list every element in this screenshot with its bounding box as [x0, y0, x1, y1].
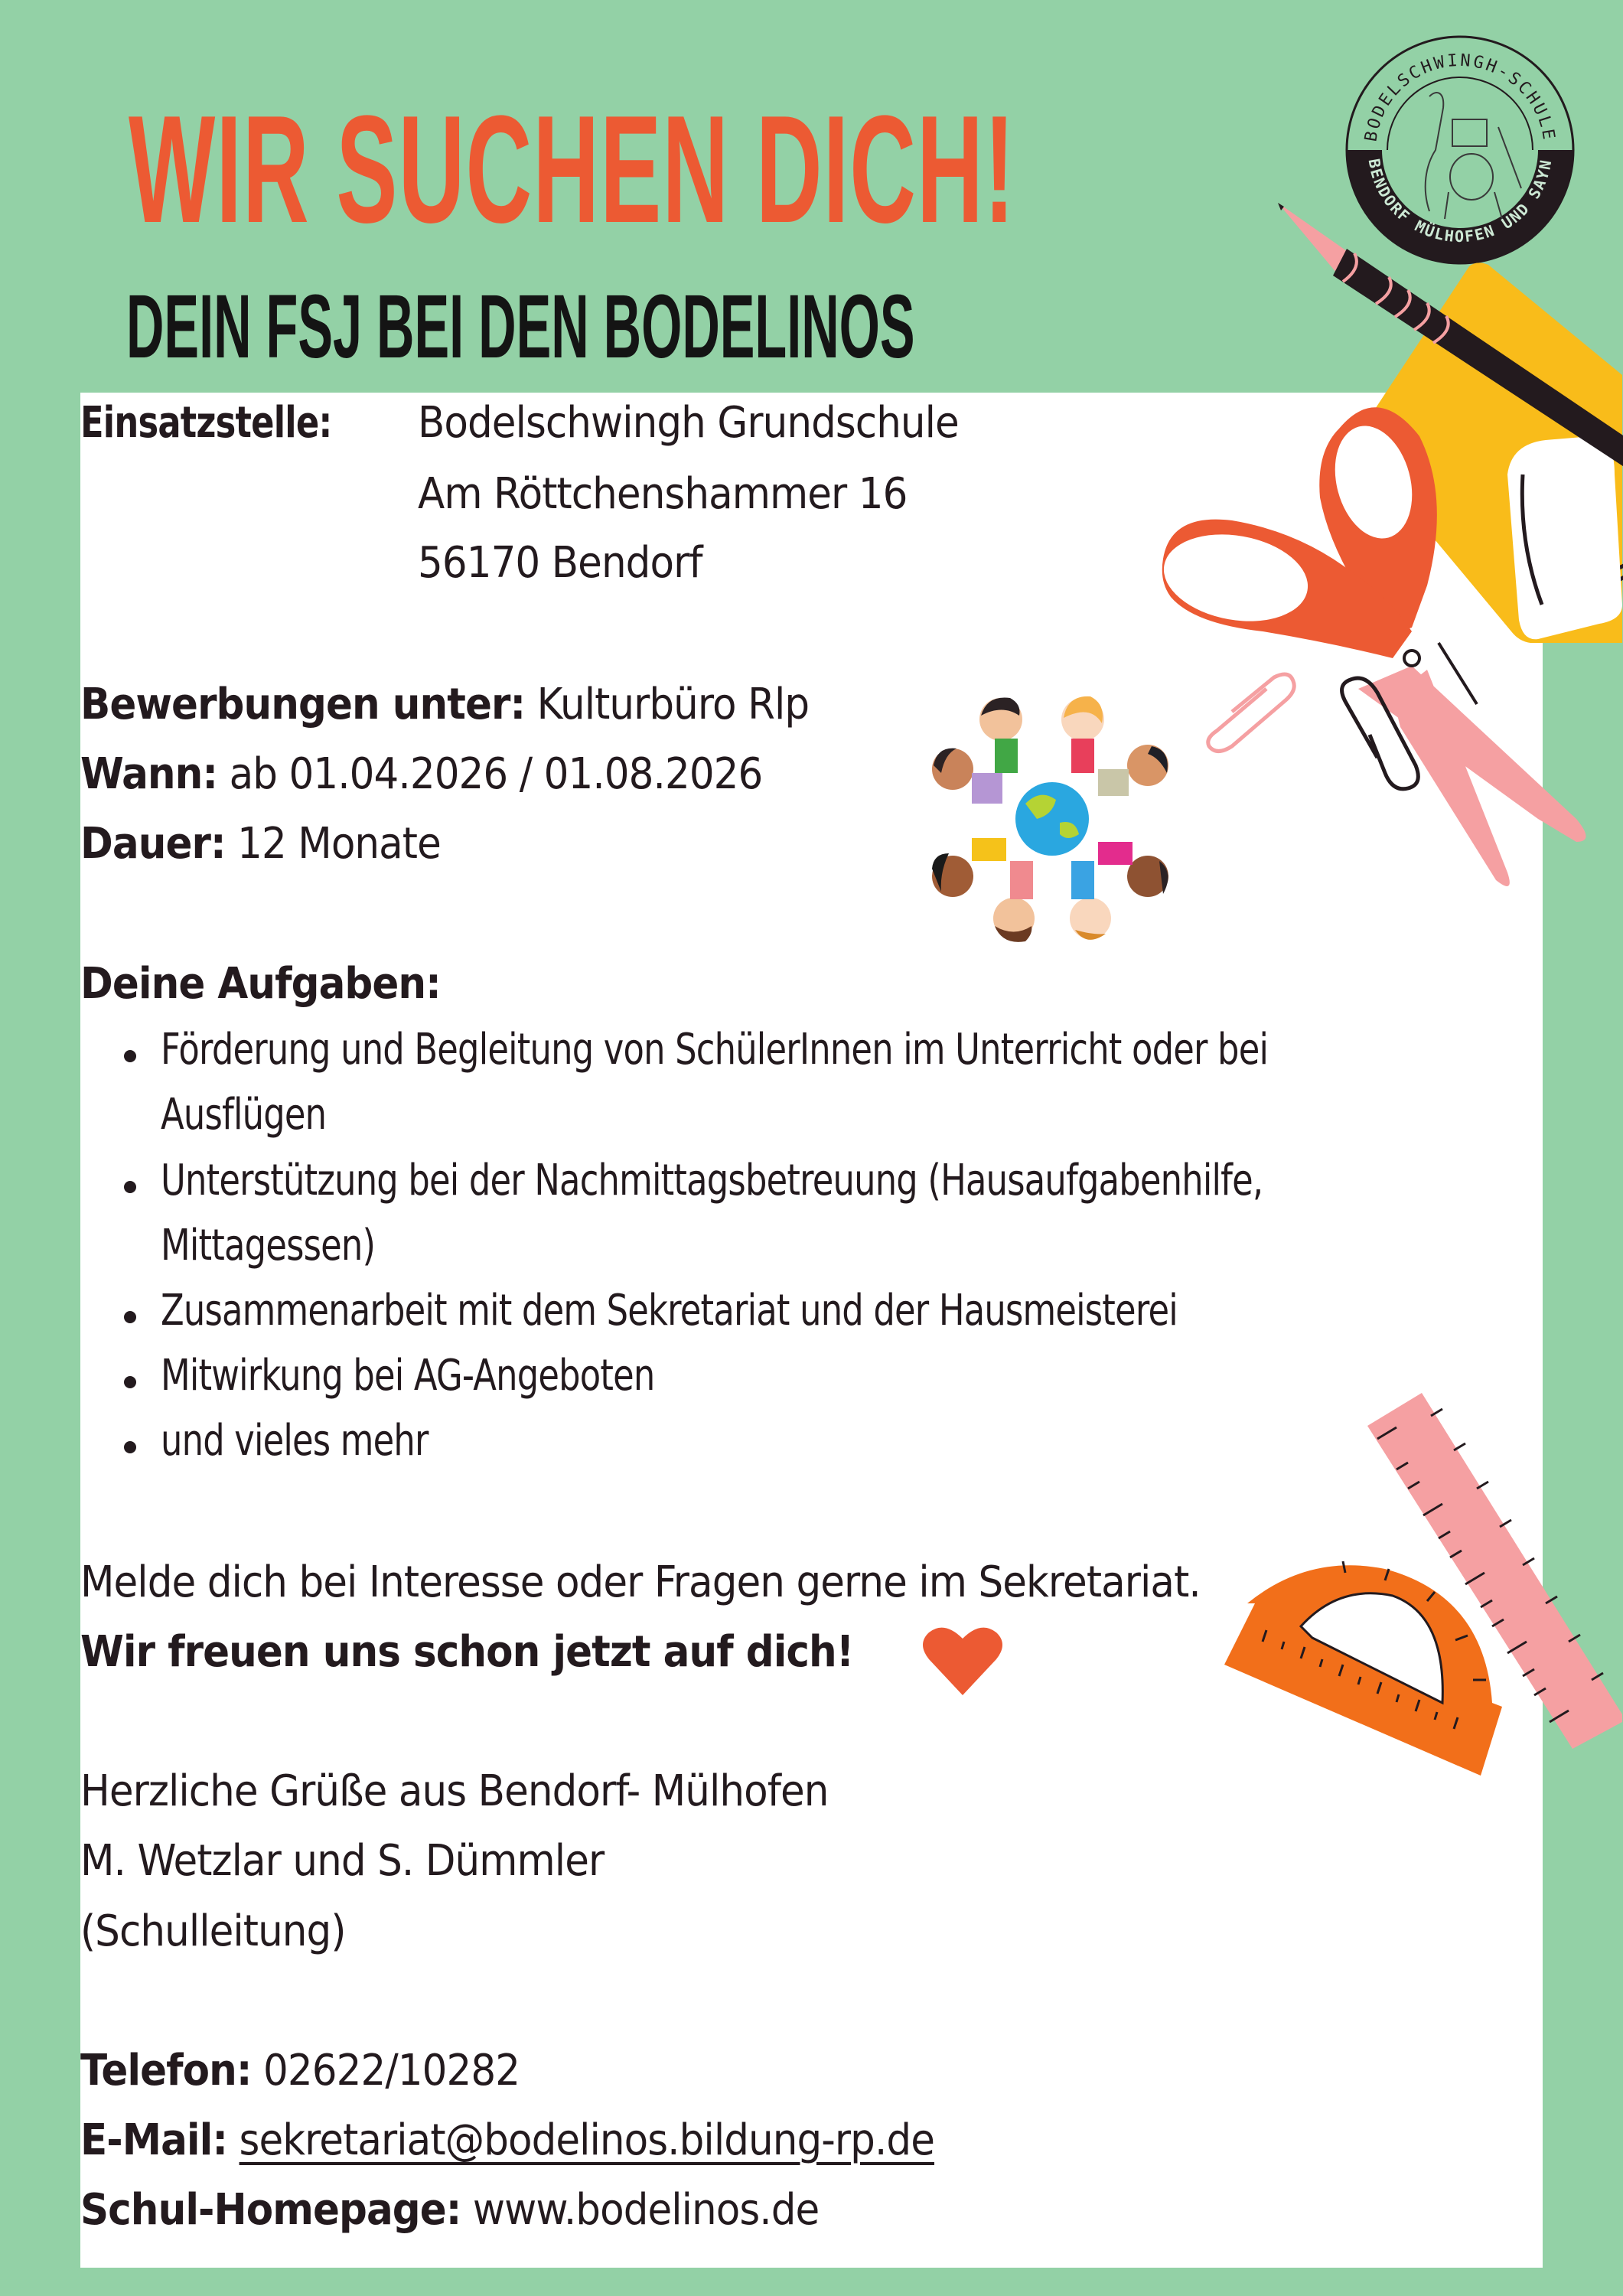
heart-icon	[923, 1625, 1002, 1695]
einsatzstelle-line-3: 56170 Bendorf	[418, 538, 702, 588]
task-item-3: Zusammenarbeit mit dem Sekretariat und der Hausmeisterei	[161, 1286, 1178, 1336]
email-label: E-Mail:	[80, 2115, 228, 2165]
svg-text:BENDORF MÜLHOFEN UND SAYN: BENDORF MÜLHOFEN UND SAYN	[1364, 157, 1556, 246]
greeting: Herzliche Grüße aus Bendorf- Mülhofen	[80, 1766, 829, 1816]
task-item-2-line-2: Mittagessen)	[161, 1221, 376, 1270]
einsatzstelle-label: Einsatzstelle:	[80, 398, 332, 448]
svg-text:BODELSCHWINGH-SCHULE: BODELSCHWINGH-SCHULE	[1361, 51, 1559, 143]
homepage-label: Schul-Homepage:	[80, 2185, 461, 2235]
excitement-text: Wir freuen uns schon jetzt auf dich!	[80, 1627, 854, 1677]
protractor-illustration	[1224, 1550, 1515, 1802]
scissors-illustration	[1148, 367, 1622, 888]
bullet-icon	[124, 1050, 136, 1062]
task-item-5: und vieles mehr	[161, 1416, 429, 1466]
bullet-icon	[124, 1181, 136, 1193]
task-item-1-line-2: Ausflügen	[161, 1090, 327, 1140]
tasks-heading: Deine Aufgaben:	[80, 959, 441, 1009]
bullet-icon	[124, 1441, 136, 1453]
signatories: M. Wetzlar und S. Dümmler	[80, 1836, 605, 1886]
wann-label: Wann:	[80, 749, 218, 799]
bullet-icon	[124, 1376, 136, 1388]
task-item-4: Mitwirkung bei AG-Angeboten	[161, 1351, 655, 1401]
homepage-row	[80, 2186, 819, 2235]
contact-prompt: Melde dich bei Interesse oder Fragen gerne im Sekretariat.	[80, 1557, 1201, 1607]
bewerbungen-row	[80, 680, 809, 729]
signatories-role: (Schulleitung)	[80, 1906, 346, 1956]
wann-row	[80, 750, 762, 799]
wann-value: ab 01.04.2026 / 01.08.2026	[229, 749, 763, 799]
task-item-2-line-1: Unterstützung bei der Nachmittagsbetreuung (Hausaufgabenhilfe,	[161, 1156, 1263, 1205]
kids-around-globe-illustration	[918, 689, 1186, 949]
homepage-link[interactable]: www.bodelinos.de	[472, 2185, 820, 2235]
telefon-label: Telefon:	[80, 2046, 252, 2095]
paperclip-pink-illustration	[1201, 666, 1301, 758]
dauer-value: 12 Monate	[237, 819, 441, 869]
bewerbungen-value: Kulturbüro Rlp	[536, 680, 810, 729]
task-item-1-line-1: Förderung und Begleitung von SchülerInnen im Unterricht oder bei	[161, 1025, 1269, 1075]
email-row	[80, 2116, 934, 2165]
dauer-row	[80, 820, 441, 869]
email-link[interactable]: sekretariat@bodelinos.bildung-rp.de	[239, 2115, 934, 2165]
einsatzstelle-line-2: Am Röttchenshammer 16	[418, 469, 908, 519]
paperclip-black-illustration	[1335, 673, 1419, 796]
einsatzstelle-line-1: Bodelschwingh Grundschule	[418, 398, 959, 448]
bullet-icon	[124, 1311, 136, 1323]
telefon-value: 02622/10282	[263, 2046, 520, 2095]
dauer-label: Dauer:	[80, 819, 226, 869]
headline: WIR SUCHEN DICH!	[129, 84, 1016, 255]
telefon-row	[80, 2047, 520, 2095]
subheadline: DEIN FSJ BEI DEN BODELINOS	[126, 276, 915, 377]
bewerbungen-label: Bewerbungen unter:	[80, 680, 526, 729]
